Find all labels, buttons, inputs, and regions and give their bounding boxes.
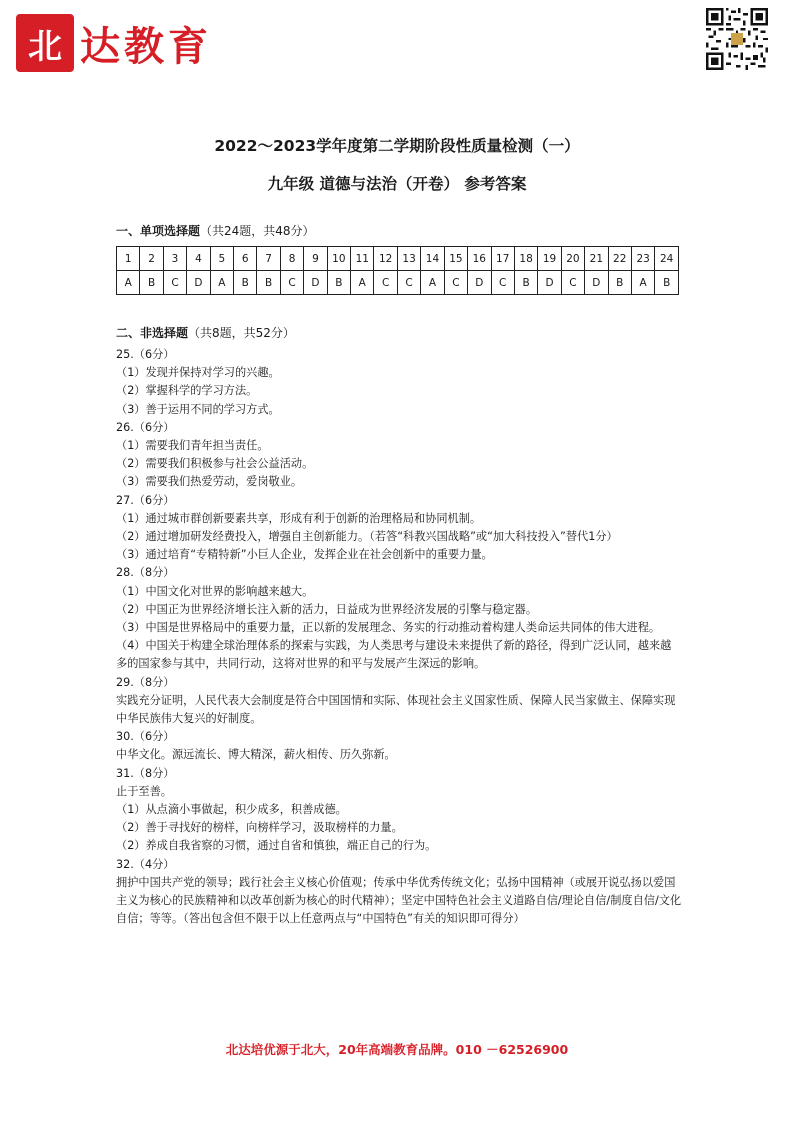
question-number-cell: 18 [514, 247, 537, 271]
answer-cell: A [117, 271, 140, 295]
answer-line: （1）发现并保持对学习的兴趣。 [116, 366, 280, 380]
question-heading: 32.（4分） [116, 857, 175, 871]
answer-cell: A [210, 271, 233, 295]
answer-line: 实践充分证明，人民代表大会制度是符合中国国情和实际、体现社会主义国家性质、保障人民当家做主、保障实现中华民族伟大复兴的好制度。 [116, 693, 676, 726]
question-number-cell: 14 [421, 247, 444, 271]
question-heading: 28.（8分） [116, 566, 175, 580]
answer-cell: C [280, 271, 303, 295]
question-number-cell: 23 [631, 247, 654, 271]
question-heading: 30.（6分） [116, 730, 175, 744]
answer-cell: D [538, 271, 561, 295]
answer-cell: C [163, 271, 186, 295]
answer-line: （3）善于运用不同的学习方式。 [116, 402, 280, 416]
answer-list [116, 346, 682, 929]
page-title: 2022～2023学年度第二学期阶段性质量检测（一） [214, 137, 580, 155]
question-heading: 31.（8分） [116, 766, 175, 780]
question-number-cell: 21 [585, 247, 608, 271]
answer-cell: A [631, 271, 654, 295]
answer-cell: D [304, 271, 327, 295]
question-number-cell: 5 [210, 247, 233, 271]
question-number-cell: 22 [608, 247, 631, 271]
answer-line: （3）需要我们热爱劳动，爱岗敬业。 [116, 475, 303, 489]
question-number-cell: 10 [327, 247, 350, 271]
answer-line: （2）通过增加研发经费投入，增强自主创新能力。（若答“科教兴国战略”或“加大科技投入”替代1分） [116, 530, 618, 544]
answer-cell: B [257, 271, 280, 295]
answer-cell: C [491, 271, 514, 295]
answer-cell: A [421, 271, 444, 295]
question-number-cell: 6 [234, 247, 257, 271]
question-heading: 25.（6分） [116, 348, 175, 361]
answer-row [117, 271, 679, 295]
question-heading: 29.（8分） [116, 675, 175, 689]
answer-line: 止于至善。 [116, 784, 172, 798]
question-number-cell: 17 [491, 247, 514, 271]
question-number-cell: 16 [468, 247, 491, 271]
section-1-heading [116, 222, 315, 239]
answer-line: 拥护中国共产党的领导；践行社会主义核心价值观；传承中华优秀传统文化；弘扬中国精神（或展开说弘扬以爱国主义为核心的民族精神和以改革创新为核心的时代精神）；坚定中国特色社会主义道路自信/理论自信/制度自信/文化自信；等等。（答出包含但不限于以上任意两点与“中国特色”有关的知识即可得分） [116, 875, 682, 926]
question-number-cell: 11 [351, 247, 374, 271]
section-1-title: 一、单项选择题 [116, 224, 201, 238]
logo-text: 达教育 [80, 22, 212, 70]
section-2-title: 二、非选择题 [116, 326, 189, 340]
question-number-cell: 8 [280, 247, 303, 271]
answer-line: （2）掌握科学的学习方法。 [116, 384, 258, 398]
section-2-heading [116, 324, 295, 341]
answer-cell: C [444, 271, 467, 295]
question-number-row [117, 247, 679, 271]
question-number-cell: 9 [304, 247, 327, 271]
answer-line: （1）从点滴小事做起，积少成多，积善成德。 [116, 803, 347, 817]
question-number-cell: 24 [655, 247, 679, 271]
section-2-note: （共8题，共52分） [188, 326, 295, 340]
question-heading: 27.（6分） [116, 493, 175, 507]
answer-line: （4）中国关于构建全球治理体系的探索与实践，为人类思考与建设未来提供了新的路径，得到广泛认同，越来越多的国家参与其中，共同行动，这将对世界的和平与发展产生深远的影响。 [116, 639, 672, 671]
answer-line: （3）中国是世界格局中的重要力量，正以新的发展理念、务实的行动推动着构建人类命运共同体的伟大进程。 [116, 621, 661, 635]
answer-cell: B [327, 271, 350, 295]
answer-line: （2）需要我们积极参与社会公益活动。 [116, 457, 314, 471]
question-number-cell: 3 [163, 247, 186, 271]
answer-cell: B [234, 271, 257, 295]
question-number-cell: 2 [140, 247, 163, 271]
answer-cell: B [608, 271, 631, 295]
answer-table [116, 246, 679, 295]
answer-line: （2）中国正为世界经济增长注入新的活力，日益成为世界经济发展的引擎与稳定器。 [116, 602, 538, 616]
answer-cell: B [140, 271, 163, 295]
answer-line: 中华文化。源远流长、博大精深，薪火相传、历久弥新。 [116, 748, 396, 762]
answer-cell: C [397, 271, 420, 295]
answer-line: （3）通过培育“专精特新”小巨人企业，发挥企业在社会创新中的重要力量。 [116, 548, 493, 562]
question-number-cell: 19 [538, 247, 561, 271]
question-heading: 26.（6分） [116, 420, 175, 434]
question-number-cell: 20 [561, 247, 584, 271]
answer-line: （2）善于寻找好的榜样，向榜样学习，汲取榜样的力量。 [116, 821, 403, 835]
question-number-cell: 15 [444, 247, 467, 271]
answer-line: （1）中国文化对世界的影响越来越大。 [116, 584, 314, 598]
answer-cell: B [655, 271, 679, 295]
answer-cell: C [561, 271, 584, 295]
question-number-cell: 4 [187, 247, 210, 271]
question-number-cell: 7 [257, 247, 280, 271]
answer-line: （1）需要我们青年担当责任。 [116, 439, 269, 453]
answer-cell: D [187, 271, 210, 295]
question-number-cell: 1 [117, 247, 140, 271]
qr-code-icon [706, 8, 768, 70]
page-subtitle: 九年级 道德与法治（开卷） 参考答案 [267, 175, 527, 193]
question-number-cell: 13 [397, 247, 420, 271]
answer-line: （1）通过城市群创新要素共享，形成有利于创新的治理格局和协同机制。 [116, 511, 482, 525]
answer-cell: D [468, 271, 491, 295]
logo-seal: 北 [16, 14, 74, 72]
footer-contact: 北达培优源于北大，20年高端教育品牌。010 －62526900 [225, 1042, 569, 1057]
question-number-cell: 12 [374, 247, 397, 271]
answer-cell: C [374, 271, 397, 295]
answer-cell: B [514, 271, 537, 295]
brand-logo [16, 12, 212, 74]
answer-cell: D [585, 271, 608, 295]
answer-cell: A [351, 271, 374, 295]
answer-line: （2）养成自我省察的习惯，通过自省和慎独，端正自己的行为。 [116, 839, 437, 853]
section-1-note: （共24题，共48分） [200, 224, 315, 238]
